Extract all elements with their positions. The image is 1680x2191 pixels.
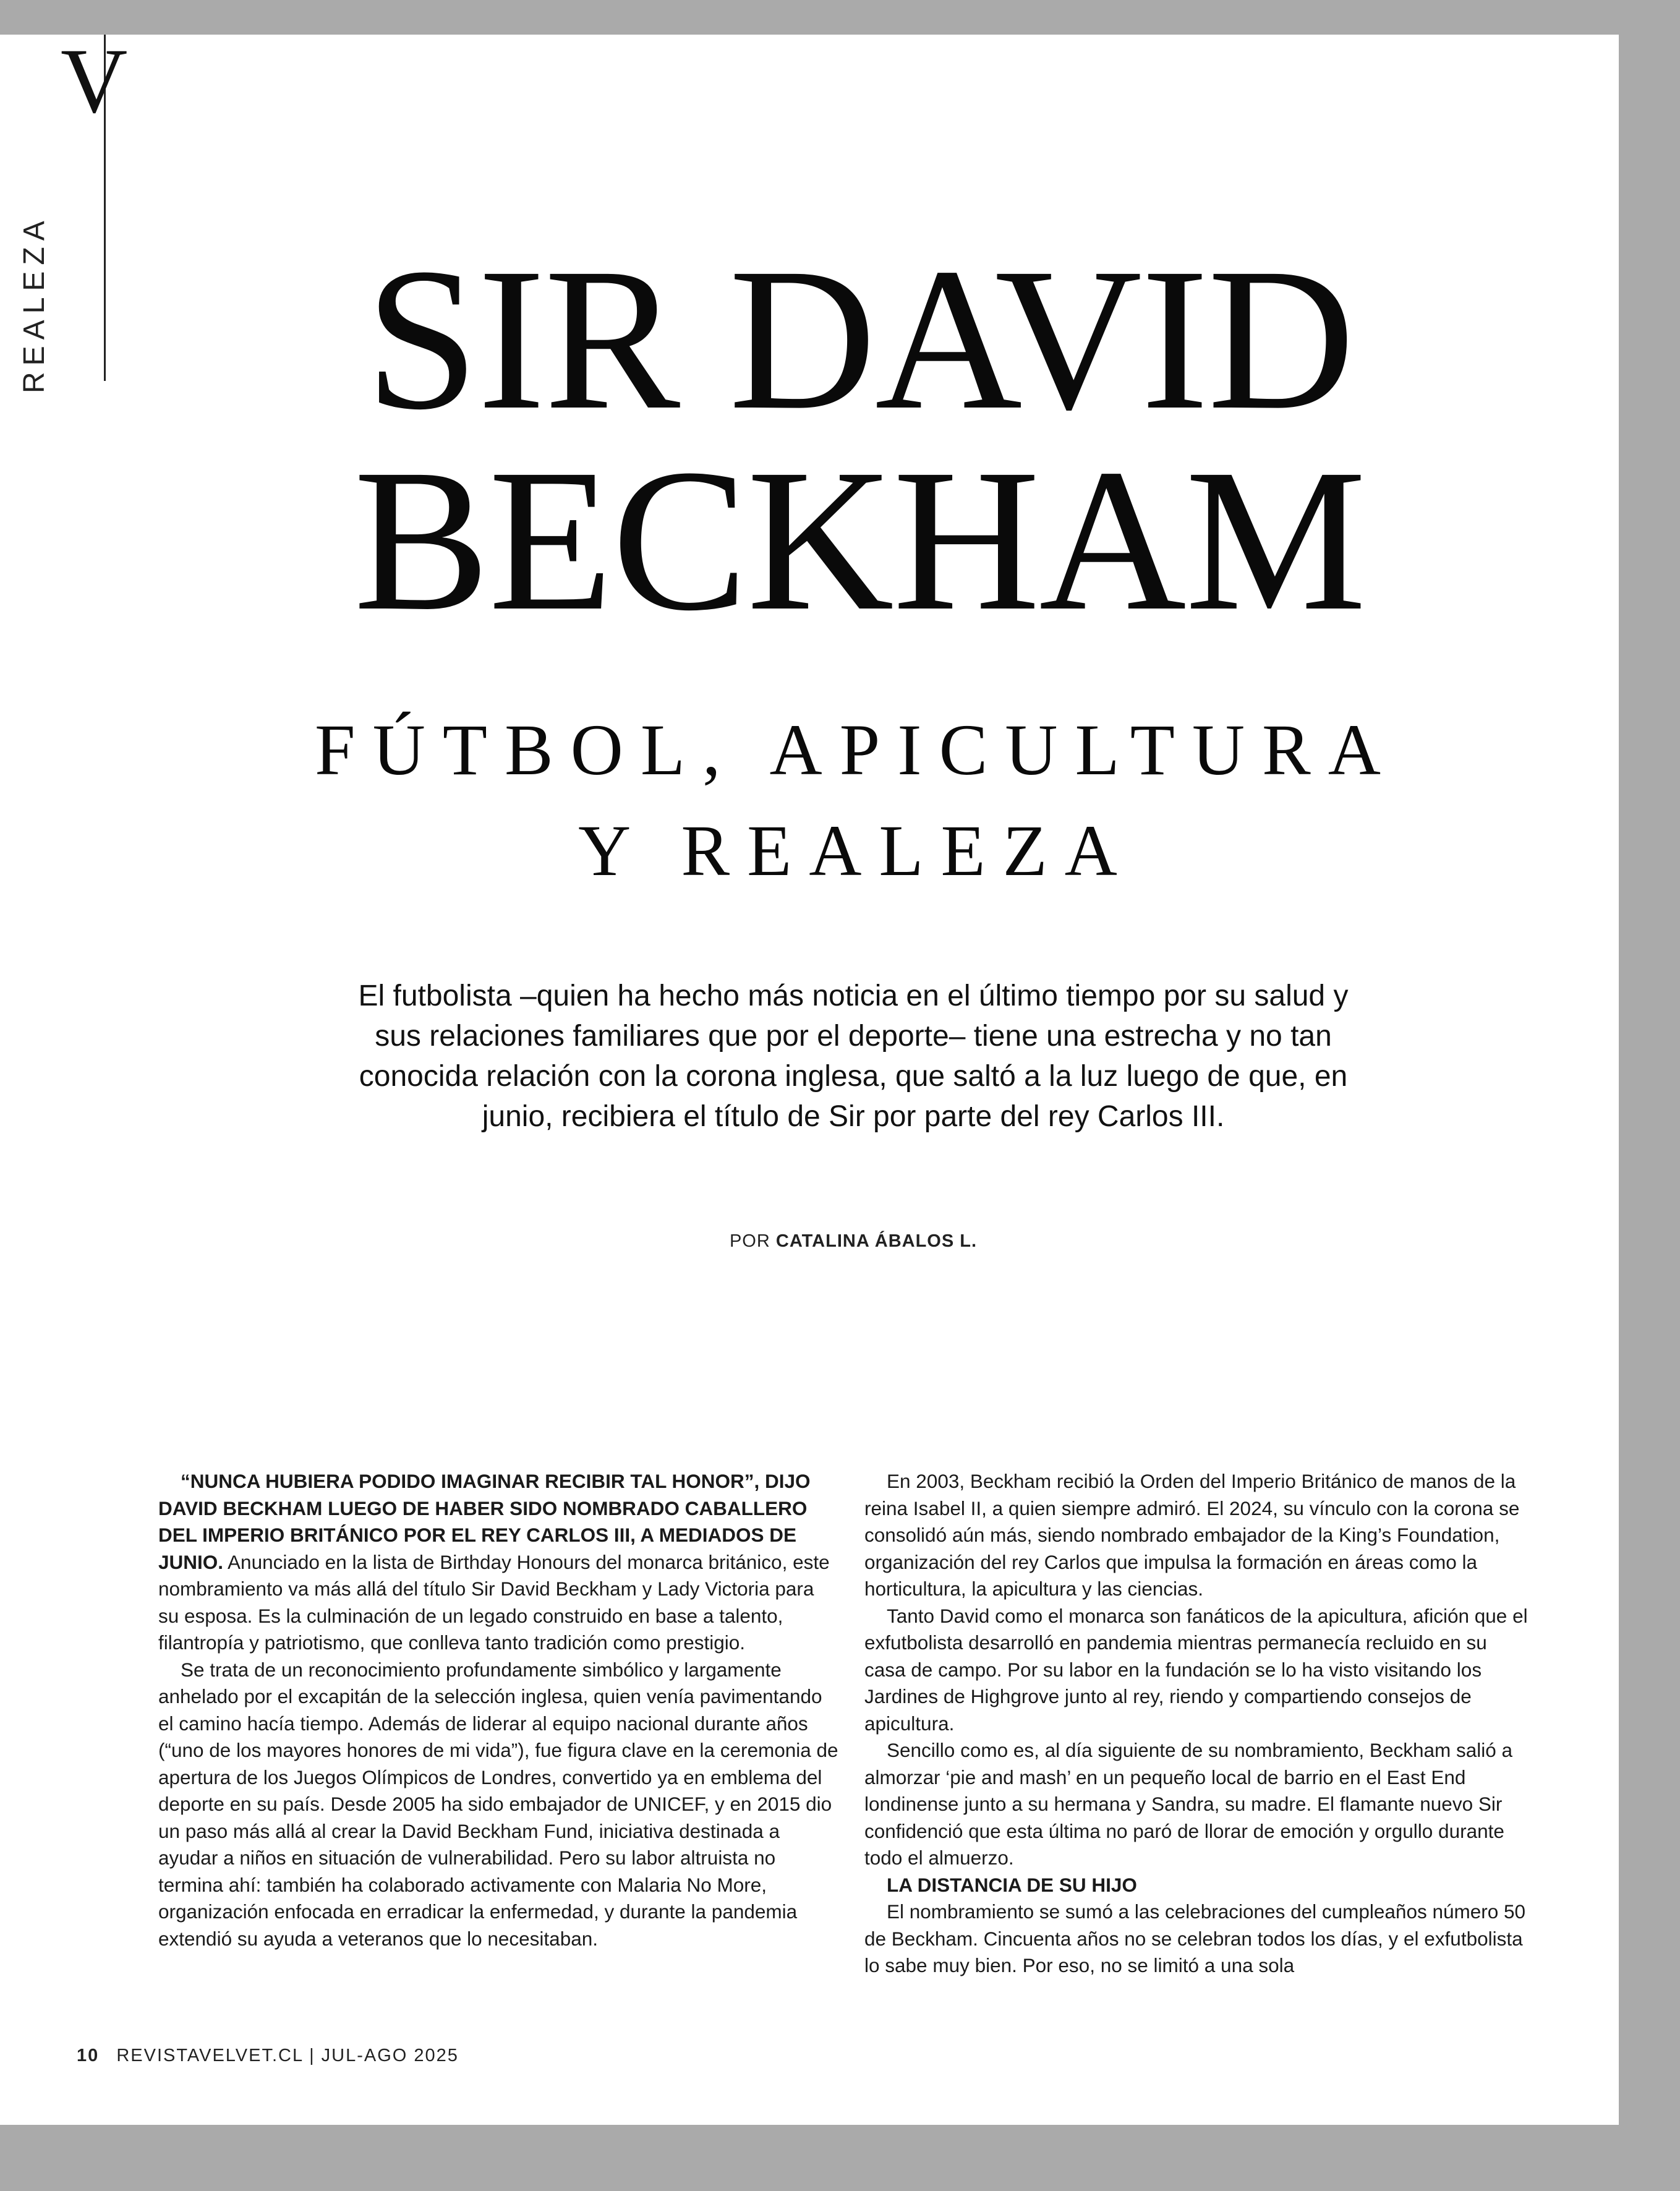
byline bbox=[482, 1231, 1224, 1252]
title-line-1: SIR DAVID bbox=[365, 226, 1354, 452]
page-number: 10 bbox=[77, 2046, 100, 2065]
article-lede: El futbolista –quien ha hecho más noticia en el último tiempo por su salud y sus relaciones familiares que por el deporte– tiene una estrecha y no tan conocida relación con la corona inglesa, que saltó a la luz luego de que, en junio, recibiera el título de Sir por parte del rey Carlos III. bbox=[358, 980, 1349, 1133]
lead-in-caps: “NUNCA HUBIERA PODIDO IMAGINAR RECIBIR TAL HONOR”, DIJO DAVID BECKHAM LUEGO DE HABER SIDO NOMBRADO CABALLERO DEL IMPERIO BRITÁNICO POR EL REY CARLOS III, A MEDIADOS DE JUNIO. bbox=[158, 1470, 811, 1573]
body-paragraph: Sencillo como es, al día siguiente de su nombramiento, Beckham salió a almorzar ‘pie and mash’ en un pequeño local de barrio en el East End londinense junto a su hermana y Sandra, su madre. El flamante nuevo Sir confidenció que esta última no paró de llorar de emoción y orgullo durante todo el almuerzo. bbox=[864, 1739, 1513, 1869]
body-paragraph: El nombramiento se sumó a las celebraciones del cumpleaños número 50 de Beckham. Cincuenta años no se celebran todos los días, y el exfutbolista lo sabe muy bien. Por eso, no se limitó a una sola bbox=[864, 1900, 1526, 1976]
article-title bbox=[185, 226, 1533, 653]
subtitle-line-1: FÚTBOL, APICULTURA bbox=[315, 709, 1398, 790]
article-subtitle bbox=[266, 699, 1447, 901]
body-paragraph: En 2003, Beckham recibió la Orden del Imperio Británico de manos de la reina Isabel II, a quien siempre admiró. El 2024, su vínculo con la corona se consolidó aún más, siendo nombrado embajador de la King’s Foundation, organización del rey Carlos que impulsa la formación en áreas como la horticultura, la apicultura y las ciencias. bbox=[864, 1470, 1520, 1600]
magazine-page bbox=[0, 35, 1619, 2125]
body-paragraph: Se trata de un reconocimiento profundamente simbólico y largamente anhelado por el excapitán de la selección inglesa, quien venía pavimentando el camino hacía tiempo. Además de liderar al equipo nacional durante años (“uno de los mayores honores de mi vida”), fue figura clave en la ceremonia de apertura de los Juegos Olímpicos de Londres, convertido ya en emblema del deporte en su país. Desde 2005 ha sido embajador de UNICEF, y en 2015 dio un paso más allá al crear la David Beckham Fund, iniciativa destinada a ayudar a niños en situación de vulnerabilidad. Pero su labor altruista no termina ahí: también ha colaborado activamente con Malaria No More, organización enfocada en erradicar la enfermedad, y durante la pandemia extendió su ayuda a veteranos que lo necesitaban. bbox=[158, 1658, 838, 1950]
section-label: REALEZA bbox=[18, 215, 51, 393]
section-subhead: LA DISTANCIA DE SU HIJO bbox=[887, 1873, 1137, 1896]
body-column-left bbox=[158, 1468, 840, 1952]
publication-info: REVISTAVELVET.CL | JUL-AGO 2025 bbox=[116, 2046, 459, 2065]
lead-in-rest: Anunciado en la lista de Birthday Honours del monarca británico, este nombramiento va más allá del título Sir David Beckham y Lady Victoria para su esposa. Es la culminación de un legado construido en base a talento, filantropía y patriotismo, que conlleva tanto tradición como prestigio. bbox=[158, 1550, 830, 1654]
page-footer bbox=[77, 2046, 459, 2066]
body-paragraph bbox=[158, 1468, 840, 1657]
byline-author: CATALINA ÁBALOS L. bbox=[775, 1231, 978, 1251]
magazine-logo: V bbox=[61, 35, 128, 132]
body-column-right bbox=[864, 1468, 1529, 1980]
body-paragraph: Tanto David como el monarca son fanáticos de la apicultura, afición que el exfutbolista desarrolló en pandemia mientras permanecía recluido en su casa de campo. Por su labor en la fundación se lo ha visto visitando los Jardines de Highgrove junto al rey, riendo y compartiendo consejos de apicultura. bbox=[864, 1604, 1528, 1735]
title-line-2: BECKHAM bbox=[353, 427, 1366, 653]
byline-prefix: POR bbox=[729, 1231, 770, 1251]
subtitle-line-2: Y REALEZA bbox=[578, 810, 1135, 891]
